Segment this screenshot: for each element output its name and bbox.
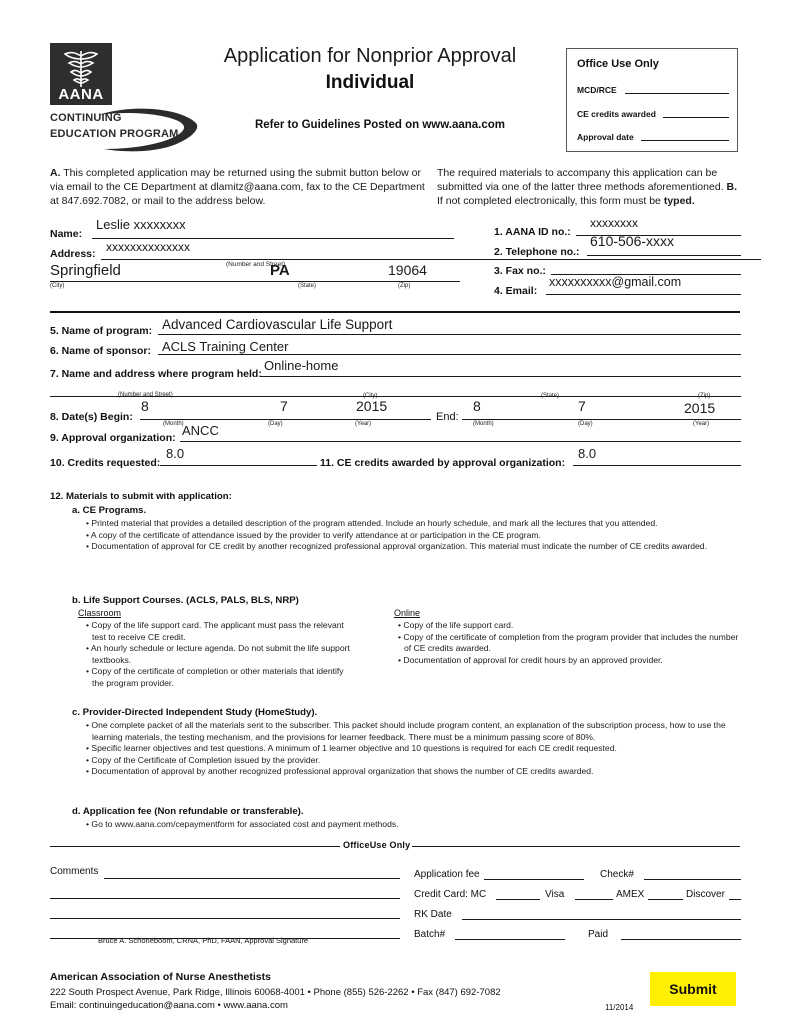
city-state-zip-line[interactable] [50, 281, 460, 282]
telephone-line[interactable] [587, 255, 741, 256]
intro-b-text2: If not completed electronically, this form must be [437, 195, 664, 208]
office-approval-date-line[interactable] [641, 140, 729, 141]
q8-end-label: End: [436, 411, 459, 423]
bullet-item: • Printed material that provides a detailed description of the program attended. Include an hourly schedule, and mark all the lectures that you attended. [86, 518, 658, 528]
bullet-item: • Copy of the certificate of completion from the program provider that includes the number of CE credits awarded. [398, 631, 739, 654]
end-day-value[interactable]: 7 [578, 398, 586, 414]
discover-line[interactable] [729, 899, 741, 900]
batch-number-line[interactable] [455, 939, 565, 940]
aana-id-value[interactable]: xxxxxxxx [590, 216, 638, 230]
name-label: Name: [50, 228, 83, 240]
q9-line[interactable] [180, 441, 741, 442]
officeuse-divider-right [412, 846, 740, 847]
materials-b-online-label: Online [394, 608, 421, 618]
begin-year-hint: (Year) [355, 421, 372, 427]
comments-line-2[interactable] [50, 898, 400, 899]
ce-program-logo-text [50, 110, 178, 142]
materials-d-bullets [86, 819, 740, 831]
visa-line[interactable] [575, 899, 613, 900]
materials-b-classroom-label: Classroom [78, 608, 122, 618]
intro-paragraph-b [437, 166, 740, 209]
address-field-line[interactable] [101, 259, 761, 260]
name-value[interactable]: Leslie xxxxxxxx [96, 217, 186, 232]
intro-b-text1: The required materials to accompany this application can be submitted via one of the latter three methods aforementioned. [437, 167, 724, 194]
bullet-item: • Copy of the Certificate of Completion issued by the provider. [86, 754, 321, 765]
telephone-value[interactable]: 610-506-xxxx [590, 233, 675, 249]
materials-b-classroom-bullets [86, 620, 356, 690]
q6-line[interactable] [158, 354, 741, 355]
application-fee-label: Application fee [414, 869, 480, 880]
office-credits-label: CE credits awarded [577, 109, 656, 119]
comments-label: Comments [50, 866, 99, 877]
materials-heading: 12. Materials to submit with application: [50, 491, 232, 502]
state-value[interactable]: PA [270, 262, 290, 279]
intro-paragraph-a [50, 166, 425, 209]
end-month-hint: (Month) [473, 421, 494, 427]
q5-label: 5. Name of program: [50, 325, 153, 337]
office-approval-date-label: Approval date [577, 132, 634, 142]
footer-address [50, 986, 501, 1012]
paid-label: Paid [588, 929, 609, 940]
begin-month-hint: (Month) [163, 421, 184, 427]
q6-value[interactable]: ACLS Training Center [162, 339, 289, 354]
q7-line[interactable] [260, 376, 741, 377]
paid-line[interactable] [621, 939, 741, 940]
zip-value[interactable]: 19064 [388, 262, 427, 278]
telephone-label: 2. Telephone no.: [494, 246, 580, 258]
check-number-line[interactable] [644, 879, 741, 880]
q8-begin-line[interactable] [140, 419, 431, 420]
office-use-only-box [566, 48, 738, 152]
approval-signature-caption: Bruce A. Schoneboom, CRNA, PhD, FAAN, Approval Signature [98, 936, 309, 945]
comments-line-3[interactable] [50, 918, 400, 919]
q8-end-line[interactable] [462, 419, 741, 420]
state-hint: (State) [298, 283, 317, 289]
city-value[interactable]: Springfield [50, 262, 121, 279]
page-subtitle: Individual [325, 72, 415, 93]
end-year-value[interactable]: 2015 [684, 400, 716, 416]
mc-line[interactable] [496, 899, 540, 900]
q10-value[interactable]: 8.0 [166, 446, 185, 461]
credit-card-label: Credit Card: MC [414, 889, 487, 900]
bullet-item: • A copy of the certificate of attendance issued by the provider to verify attendance at or participation in the CE program. [86, 529, 541, 540]
address-label: Address: [50, 248, 96, 260]
q7-hint-zip: (Zip) [698, 393, 711, 399]
bullet-item: • Specific learner objectives and test questions. A minimum of 1 learner objective and 10 questions is required for each CE credit requested. [86, 743, 617, 754]
office-mcd-line[interactable] [625, 93, 729, 94]
q10-line[interactable] [160, 465, 317, 466]
begin-year-value[interactable]: 2015 [356, 398, 388, 414]
address-hint-number-street: (Number and Street) [226, 261, 286, 268]
q7-hint-state: (State) [541, 393, 560, 399]
discover-label: Discover [686, 889, 725, 900]
begin-day-hint: (Day) [268, 421, 283, 427]
comments-line-1[interactable] [104, 878, 400, 879]
intro-a-marker: A. [50, 167, 61, 179]
begin-month-value[interactable]: 8 [141, 398, 149, 414]
intro-b-typed: typed. [663, 195, 695, 208]
application-fee-line[interactable] [484, 879, 584, 880]
office-mcd-label: MCD/RCE [577, 85, 617, 95]
footer-organization: American Association of Nurse Anesthetists [50, 971, 271, 983]
aana-logo-word: AANA [58, 86, 104, 103]
materials-a-bullets [86, 518, 740, 553]
materials-c-bullets [86, 720, 740, 778]
bullet-item: • Copy of the life support card. [398, 620, 514, 630]
footer-address-line1: 222 South Prospect Avenue, Park Ridge, Illinois 60068-4001 • Phone (855) 526-2262 • Fax (847) 692-7082 [50, 987, 501, 998]
q11-value[interactable]: 8.0 [578, 446, 597, 461]
name-field-line[interactable] [92, 238, 454, 239]
bullet-item: • Documentation of approval for CE credit by another recognized professional approval organization. This material must indicate the number of CE credits awarded. [86, 541, 707, 552]
q9-label: 9. Approval organization: [50, 432, 176, 444]
office-use-title: Office Use Only [577, 58, 659, 70]
footer-revision-date: 11/2014 [605, 1003, 634, 1012]
city-hint: (City) [50, 283, 65, 289]
aana-id-label: 1. AANA ID no.: [494, 226, 571, 238]
amex-label: AMEX [616, 889, 645, 900]
bullet-item: • An hourly schedule or lecture agenda. Do not submit the life support textbooks. [86, 643, 350, 665]
fax-label: 3. Fax no.: [494, 265, 546, 277]
refer-to-guidelines: Refer to Guidelines Posted on www.aana.com [254, 119, 506, 131]
end-day-hint: (Day) [578, 421, 593, 427]
materials-b-title: b. Life Support Courses. (ACLS, PALS, BLS, NRP) [72, 595, 299, 606]
page-title: Application for Nonprior Approval [223, 45, 517, 67]
q7-hint-number-street: (Number and Street) [118, 392, 173, 398]
rk-date-label: RK Date [414, 909, 452, 920]
q9-value[interactable]: ANCC [182, 423, 219, 438]
zip-hint: (Zip) [398, 283, 411, 289]
rk-date-line[interactable] [462, 919, 741, 920]
caduceus-icon [59, 48, 103, 90]
batch-number-label: Batch# [414, 929, 446, 940]
ce-program-line2: EDUCATION PROGRAM [50, 128, 179, 140]
address-value[interactable]: xxxxxxxxxxxxxx [106, 240, 190, 254]
bullet-item: • One complete packet of all the materials sent to the subscriber. This packet should include program content, an explanation of the subscription process, how to use the learning materials, the testing mechanism, and the provisions for learner feedback. There must be a minimum passing score of 80%. [86, 720, 726, 742]
begin-day-value[interactable]: 7 [280, 398, 288, 414]
bullet-item: • Documentation of approval by another recognized professional approval organization that shows the number of CE credits awarded. [86, 766, 594, 777]
intro-b-marker: B. [726, 181, 738, 194]
aana-logo [50, 43, 112, 105]
end-month-value[interactable]: 8 [473, 398, 481, 414]
intro-a-text: This completed application may be returned using the submit button below or via email to the CE Department at dlamitz@aana.com, fax to the CE Department at 847.692.7082, or mail to the address below. [50, 167, 425, 208]
q7-value[interactable]: Online-home [264, 358, 339, 373]
q5-value[interactable]: Advanced Cardiovascular Life Support [162, 317, 393, 332]
bullet-item: • Copy of the certificate of completion or other materials that identify the program provider. [86, 666, 344, 688]
submit-button[interactable]: Submit [650, 972, 736, 1006]
footer-address-line2: Email: continuingeducation@aana.com • www.aana.com [50, 1000, 288, 1011]
bullet-item: • Copy of the life support card. The applicant must pass the relevant test to receive CE credit. [86, 620, 344, 642]
q7-hint-city: (City) [363, 393, 378, 399]
divider-top [50, 311, 740, 313]
materials-c-title: c. Provider-Directed Independent Study (HomeStudy). [72, 707, 318, 718]
check-number-label: Check# [600, 869, 634, 880]
q7-label: 7. Name and address where program held: [50, 368, 262, 380]
q6-label: 6. Name of sponsor: [50, 345, 151, 357]
bullet-item: • Documentation of approval for credit hours by an approved provider. [398, 654, 663, 665]
bullet-item: • Go to www.aana.com/cepaymentform for associated cost and payment methods. [86, 819, 399, 829]
q10-label: 10. Credits requested: [50, 457, 161, 469]
materials-d-title: d. Application fee (Non refundable or transferable). [72, 806, 304, 817]
office-credits-line[interactable] [663, 117, 729, 118]
officeuse-divider-label: OfficeUse Only [343, 840, 411, 850]
email-value[interactable]: xxxxxxxxxx@gmail.com [549, 275, 682, 289]
q11-label: 11. CE credits awarded by approval organization: [320, 457, 566, 469]
amex-line[interactable] [648, 899, 683, 900]
materials-a-title: a. CE Programs. [72, 505, 147, 516]
q5-line[interactable] [158, 334, 741, 335]
end-year-hint: (Year) [693, 421, 710, 427]
officeuse-divider-left [50, 846, 340, 847]
materials-b-online-bullets [398, 620, 740, 666]
ce-program-line1: CONTINUING [50, 112, 122, 124]
email-line[interactable] [546, 294, 741, 295]
visa-label: Visa [545, 889, 565, 900]
q8-label: 8. Date(s) Begin: [50, 411, 133, 423]
q11-line[interactable] [573, 465, 741, 466]
email-label: 4. Email: [494, 285, 538, 297]
